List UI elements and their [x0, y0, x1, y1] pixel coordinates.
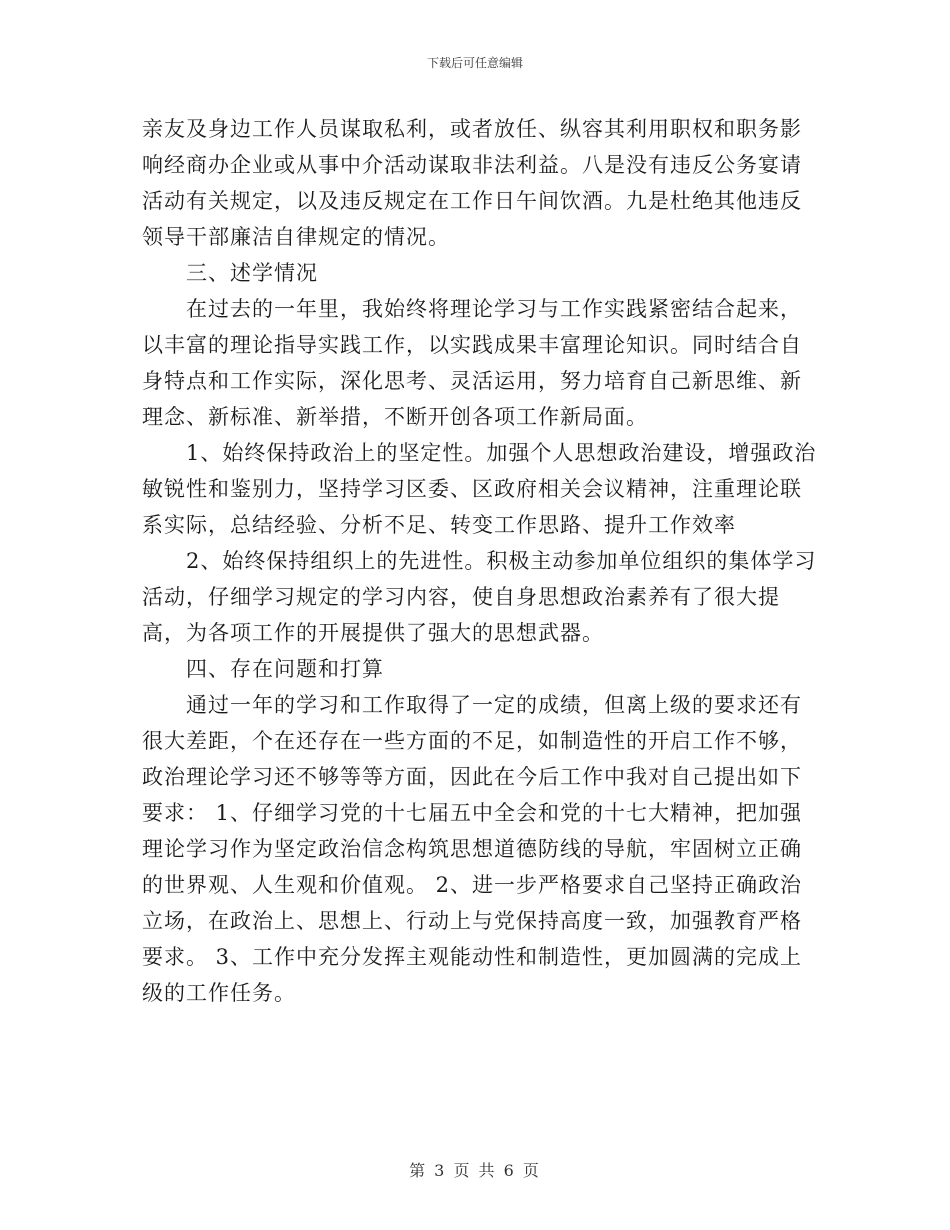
paragraph-organizational-advance: 2、始终保持组织上的先进性。积极主动参加单位组织的集体学习活动，仔细学习规定的学习内容，使自身思想政治素养有了很大提高，为各项工作的开展提供了强大的思想武器。: [142, 549, 817, 645]
paragraph-political-firmness: 1、始终保持政治上的坚定性。加强个人思想政治建设，增强政治敏锐性和鉴别力，坚持学习区委、区政府相关会议精神，注重理论联系实际，总结经验、分析不足、转变工作思路、提升工作效率: [142, 441, 817, 537]
document-body: [142, 111, 818, 1011]
page-header: 下载后可任意编辑: [426, 56, 523, 70]
paragraph-continuation: 亲友及身边工作人员谋取私利，或者放任、纵容其利用职权和职务影响经商办企业或从事中介活动谋取非法利益。八是没有违反公务宴请活动有关规定，以及违反规定在工作日午间饮酒。九是杜绝其他违反领导干部廉洁自律规定的情况。: [142, 117, 802, 249]
page-footer: 第 3 页 共 6 页: [409, 1161, 541, 1180]
paragraph-study-intro: 在过去的一年里，我始终将理论学习与工作实践紧密结合起来，以丰富的理论指导实践工作，以实践成果丰富理论知识。同时结合自身特点和工作实际，深化思考、灵活运用，努力培育自己新思维、新理念、新标准、新举措，不断开创各项工作新局面。: [142, 297, 802, 429]
section-heading-problems: 四、存在问题和打算: [186, 657, 384, 681]
paragraph-problems-plans: 通过一年的学习和工作取得了一定的成绩，但离上级的要求还有很大差距，个在还存在一些方面的不足，如制造性的开启工作不够，政治理论学习还不够等等方面，因此在今后工作中我对自己提出如下要求： 1、仔细学习党的十七届五中全会和党的十七大精神，把加强理论学习作为坚定政治信念构筑思想道德防线的导航，牢固树立正确的世界观、人生观和价值观。 2、进一步严格要求自己坚持正确政治立场，在政治上、思想上、行动上与党保持高度一致，加强教育严格要求。 3、工作中充分发挥主观能动性和制造性，更加圆满的完成上级的工作任务。: [142, 693, 803, 1005]
section-heading-study: 三、述学情况: [186, 261, 318, 285]
